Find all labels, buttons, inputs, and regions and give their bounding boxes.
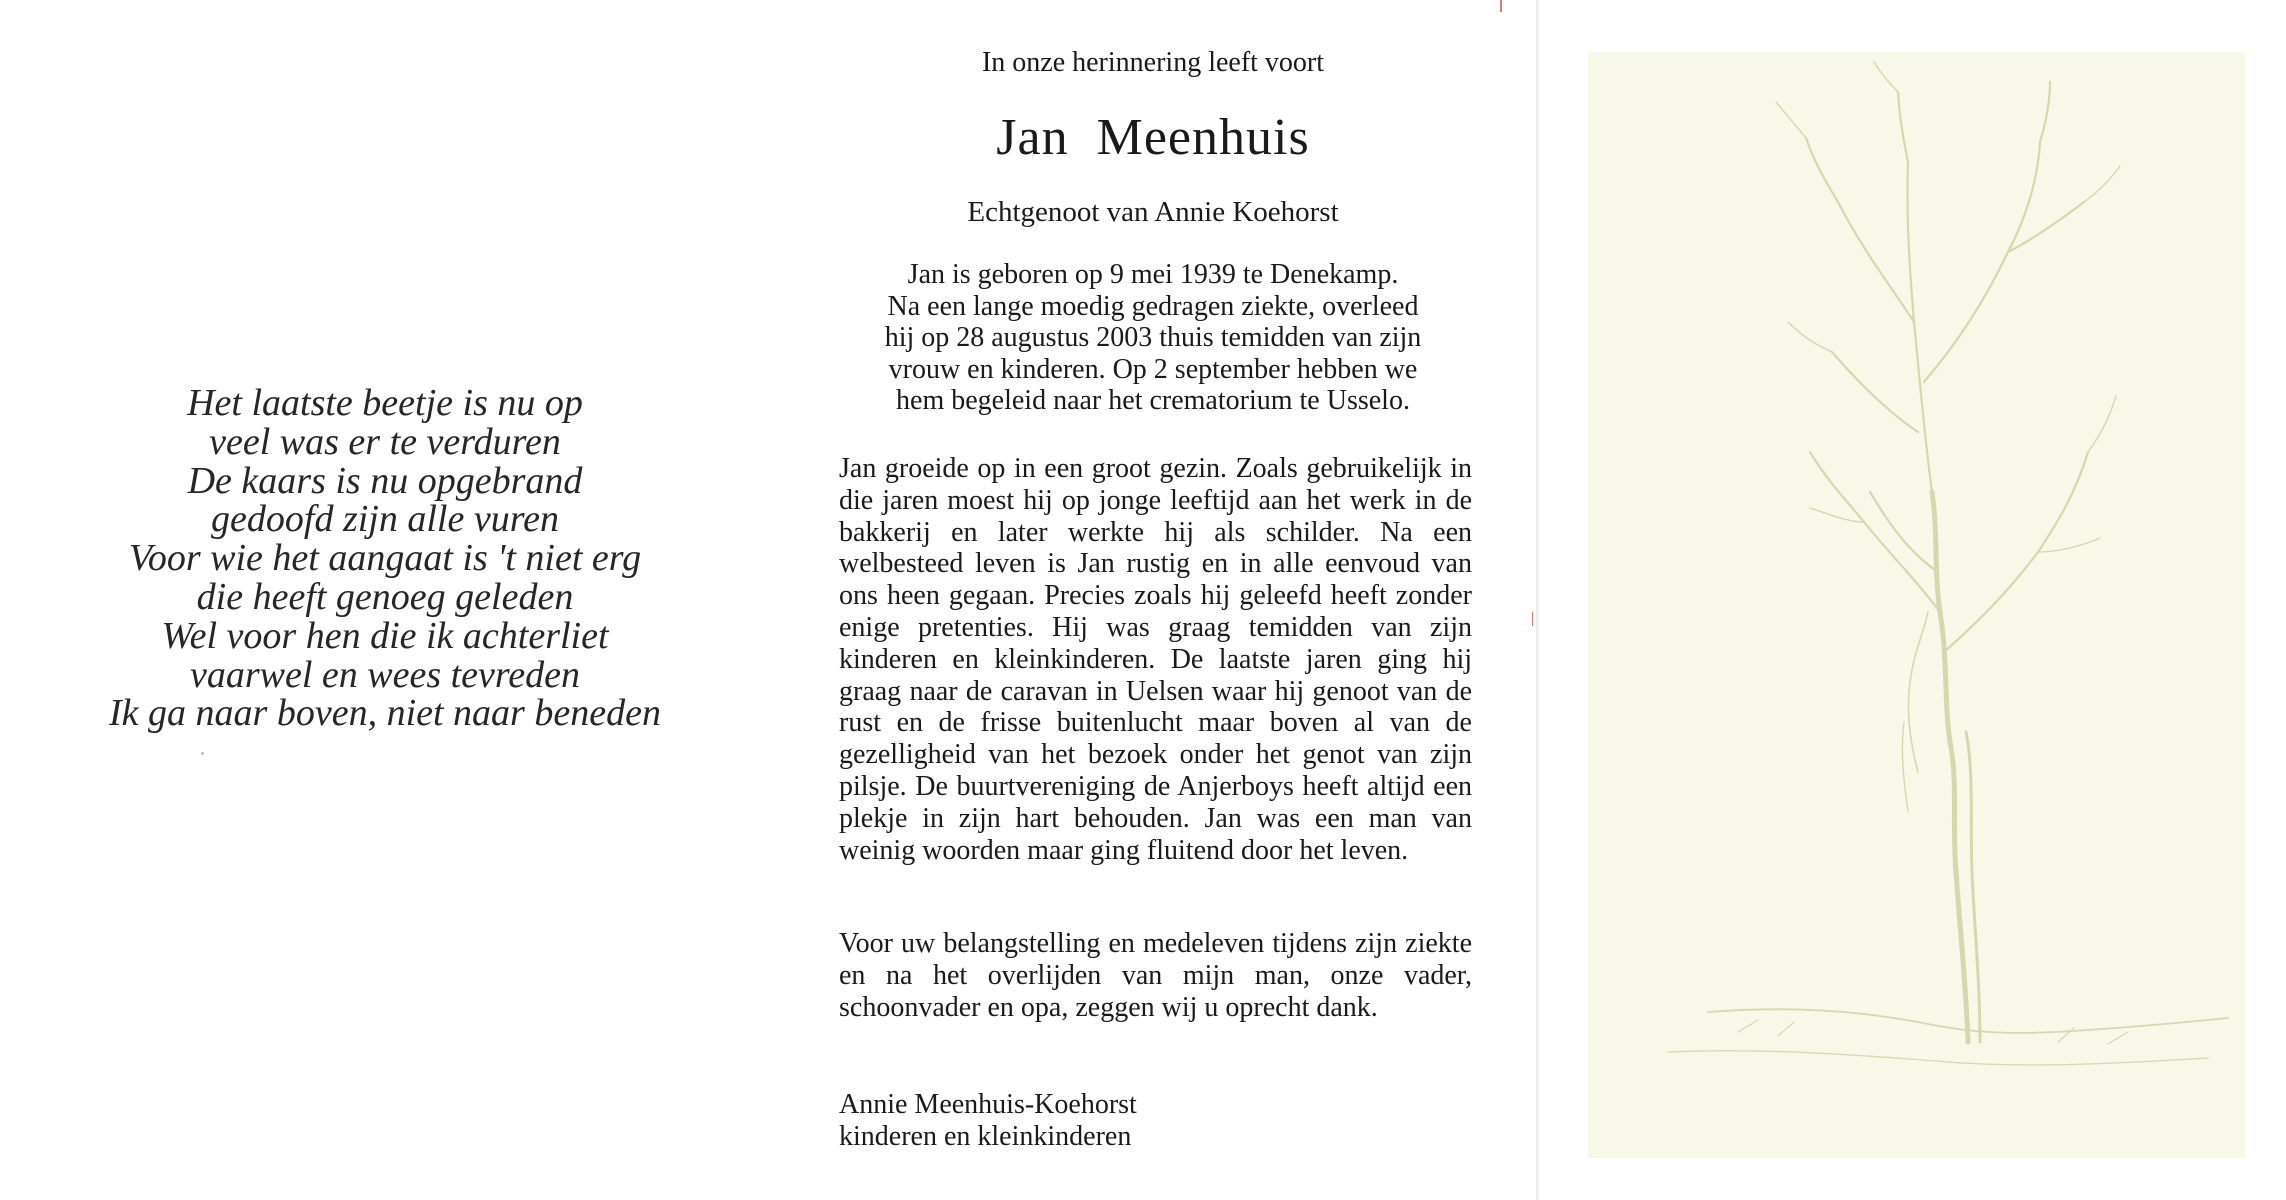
biography-line: hem begeleid naar het crematorium te Usselo.: [896, 385, 1410, 417]
signature: [839, 1089, 1472, 1152]
crop-mark: [1532, 612, 1533, 626]
deceased-name: Jan Meenhuis: [996, 109, 1310, 166]
biography-line: Jan is geboren op 9 mei 1939 te Denekamp.: [907, 259, 1399, 290]
life-story-paragraph: Jan groeide op in een groot gezin. Zoals gebruikelijk in die jaren moest hij op jonge leeftijd aan het werk in de bakkerij en later werkte hij als schilder. Na een welbesteed leven is Jan rustig en in alle eenvoud van ons heen gegaan. Precies zoals hij geleefd heeft zonder enige pretenties. Hij was graag temidden van zijn kinderen en kleinkinderen. De laatste jaren ging hij graag naar de caravan in Uelsen waar hij genoot van de rust en de frisse buitenlucht maar boven al van de gezelligheid van het bezoek onder het genot van zijn pilsje. De buurtvereniging de Anjerboys heeft altijd een plekje in zijn hart behouden. Jan was een man van weinig woorden maar ging fluitend door het leven.: [839, 453, 1472, 866]
poem-page: [0, 0, 770, 1200]
poem-line: De kaars is nu opgebrand: [187, 459, 583, 502]
signature-line: kinderen en kleinkinderen: [839, 1120, 1132, 1152]
memorial-subtitle: In onze herinnering leeft voort: [981, 47, 1325, 78]
poem-line: vaarwel en wees tevreden: [189, 653, 581, 696]
biography-line: vrouw en kinderen. Op 2 september hebben we: [888, 353, 1418, 385]
biography: [770, 259, 1536, 417]
poem-line: die heeft genoeg geleden: [196, 575, 574, 618]
thanks-paragraph: Voor uw belangstelling en medeleven tijdens zijn ziekte en na het overlijden van mijn man, onze vader, schoonvader en opa, zeggen wij u oprecht dank.: [839, 928, 1472, 1023]
poem-line: Wel voor hen die ik achterliet: [161, 614, 609, 657]
poem-line: Het laatste beetje is nu op: [187, 382, 583, 424]
poem-line: Voor wie het aangaat is 't niet erg: [128, 537, 642, 580]
biography-line: Na een lange moedig gedragen ziekte, overleed: [887, 290, 1419, 322]
memorial-text-page: [770, 0, 1536, 1200]
poem: [0, 384, 770, 733]
paper-speck: [201, 752, 204, 755]
signature-line: Annie Meenhuis-Koehorst: [839, 1089, 1137, 1120]
poem-line: veel was er te verduren: [209, 420, 561, 463]
spouse-line: Echtgenoot van Annie Koehorst: [967, 196, 1339, 228]
poem-line: gedoofd zijn alle vuren: [211, 498, 559, 541]
poem-line: Ik ga naar boven, niet naar beneden: [109, 692, 661, 735]
tree-sketch-image: [1588, 52, 2245, 1158]
biography-line: hij op 28 augustus 2003 thuis temidden van zijn: [884, 322, 1422, 354]
crop-mark: [1500, 0, 1502, 12]
drawing-page: [1539, 0, 2286, 1200]
tree-sketch-icon: [1588, 52, 2245, 1158]
